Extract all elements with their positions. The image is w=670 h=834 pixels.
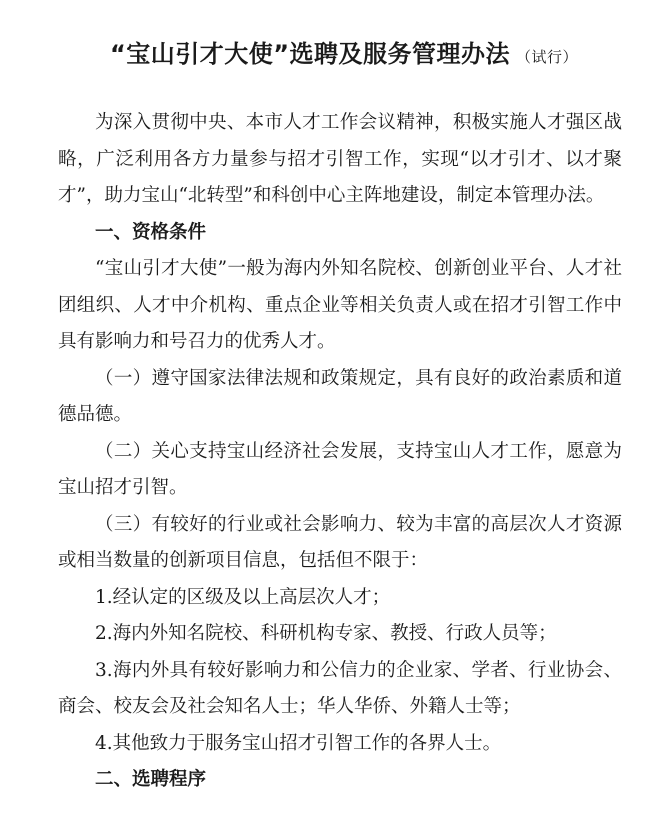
- list-item: 2.海内外知名院校、科研机构专家、教授、行政人员等；: [95, 623, 557, 644]
- list-item: 4.其他致力于服务宝山招才引智工作的各界人士。: [95, 732, 502, 754]
- intro-paragraph: 为深入贯彻中央、本市人才工作会议精神，积极实施人才强区战略，广泛利用各方力量参与招才引智工作，实现“以才引才、以才聚才”，助力宝山“北转型”和科创中心主阵地建设，制定本管理办法。: [58, 112, 622, 206]
- clause-1: （一）遵守国家法律法规和政策规定，具有良好的政治素质和道德品德。: [58, 367, 622, 425]
- section-heading-qualifications: 一、资格条件: [95, 221, 207, 243]
- title-suffix: （试行）: [516, 48, 579, 66]
- qualifications-paragraph: “宝山引才大使”一般为海内外知名院校、创新创业平台、人才社团组织、人才中介机构、重点企业等相关负责人或在招才引智工作中具有影响力和号召力的优秀人才。: [58, 258, 622, 352]
- list-item: 1.经认定的区级及以上高层次人才；: [95, 586, 391, 608]
- document-title: [58, 36, 622, 75]
- section-heading-selection: 二、选聘程序: [95, 769, 207, 790]
- clause-3: （三）有较好的行业或社会影响力、较为丰富的高层次人才资源或相当数量的创新项目信息，包括但不限于：: [58, 513, 622, 571]
- list-item: 3.海内外具有较好影响力和公信力的企业家、学者、行业协会、商会、校友会及社会知名人士；华人华侨、外籍人士等；: [58, 659, 622, 717]
- clause-2: （二）关心支持宝山经济社会发展，支持宝山人才工作，愿意为宝山招才引智。: [58, 440, 622, 498]
- title-main: “宝山引才大使”选聘及服务管理办法: [109, 40, 511, 68]
